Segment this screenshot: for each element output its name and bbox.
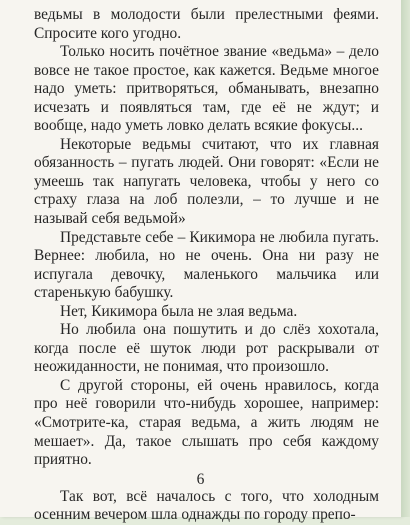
paragraph-6: Но любила она пошутить и до слёз хохотала, когда после её шуток люди рот раскрывали от неожиданности, не понимая, что произошло. xyxy=(34,321,379,376)
paragraph-4: Представьте себе – Кикимора не любила пугать. Вернее: любила, но не очень. Она ни разу не испугала девочку, маленького мальчика или старенькую бабушку. xyxy=(34,228,379,302)
paragraph-7: С другой стороны, ей очень нравилось, когда про неё говорили что-нибудь хорошее, например: «Смотрите-ка, старая ведьма, а жить людям не мешает». Да, такое слышать про себя каждому приятно. xyxy=(34,376,379,469)
paragraph-5: Нет, Кикимора была не злая ведьма. xyxy=(60,302,298,320)
paragraph-8: Так вот, всё началось с того, что холодным осенним вечером шла однажды по городу препо- xyxy=(34,487,379,524)
paragraph-3: Некоторые ведьмы считают, что их главная обязанность – пугать людей. Они говорят: «Если не умеешь так напугать человека, чтобы у него со страху глаза на лоб полезли, – то лучше и не называй себя ведьмой» xyxy=(34,135,379,228)
page-edge xyxy=(401,0,410,517)
page-number: 6 xyxy=(196,471,205,488)
paragraph-1: ведьмы в молодости были прелестными феями. Спросите кого угодно. xyxy=(34,6,379,42)
paragraph-2: Только носить почётное звание «ведьма» – дело вовсе не такое простое, как кажется. Ведьме многое надо уметь: притворяться, обманывать, внезапно исчезать и появляться там, где её не ждут; и вообще, надо уметь ловко делать всякие фокусы... xyxy=(34,43,379,135)
page-text xyxy=(34,6,379,525)
